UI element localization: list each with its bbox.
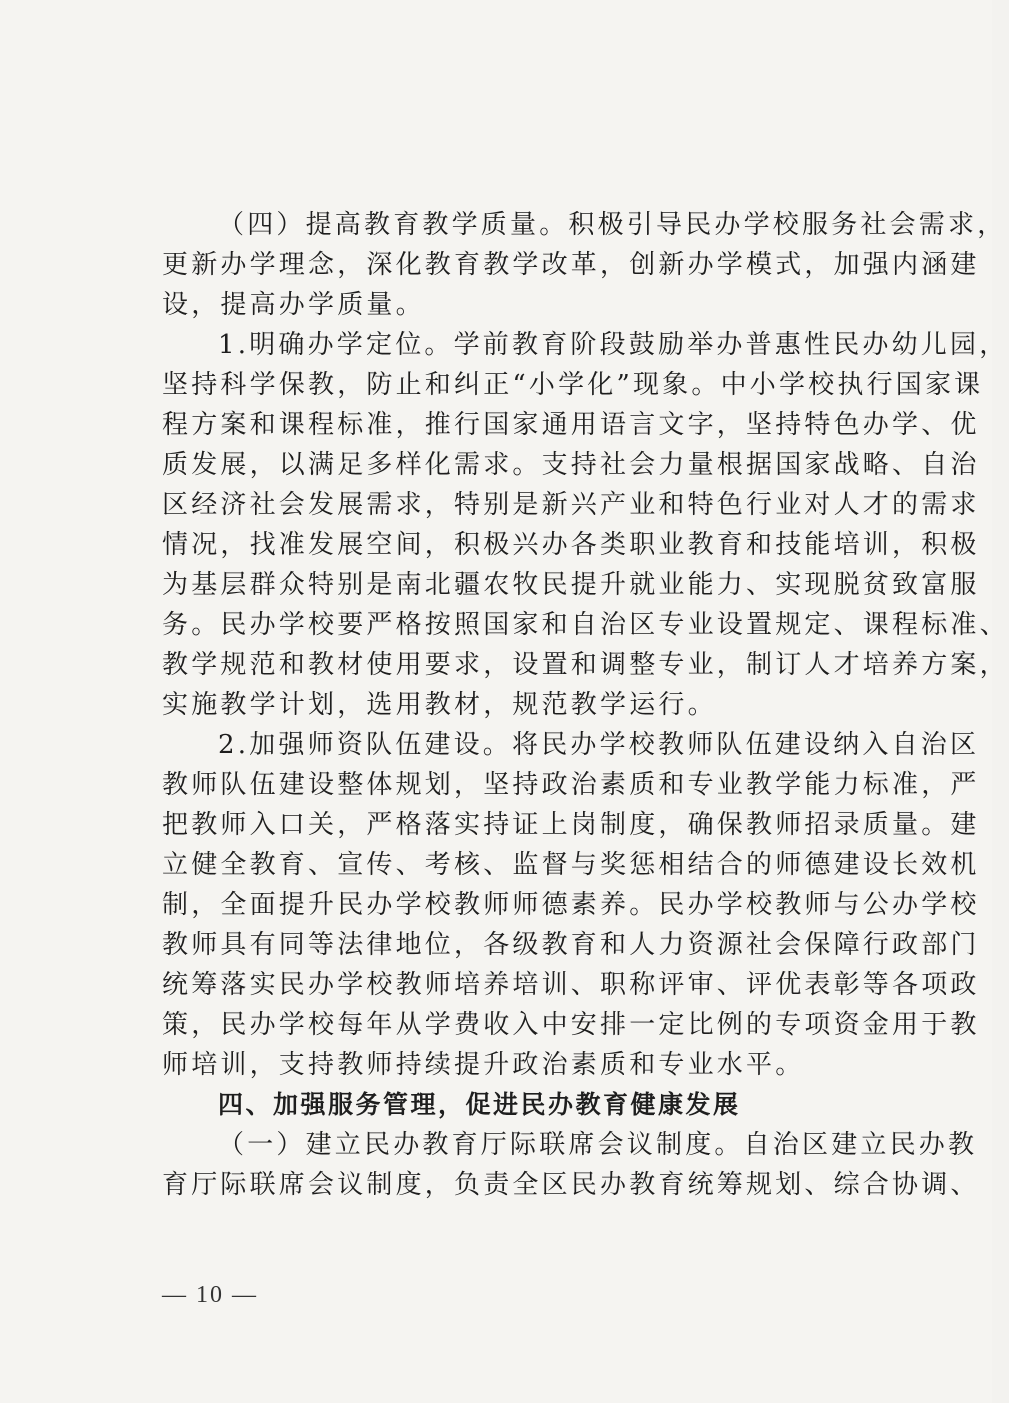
- paragraph-line: 质发展，以满足多样化需求。支持社会力量根据国家战略、自治: [162, 450, 980, 480]
- document-body: [162, 205, 1009, 1205]
- paragraph-line: 统筹落实民办学校教师培养培训、职称评审、评优表彰等各项政: [162, 970, 980, 1000]
- paragraph-line: 师培训，支持教师持续提升政治素质和专业水平。: [162, 1050, 805, 1080]
- paragraph-line: 程方案和课程标准，推行国家通用语言文字，坚持特色办学、优: [162, 410, 980, 440]
- paragraph-line: 坚持科学保教，防止和纠正“小学化”现象。中小学校执行国家课: [162, 370, 984, 400]
- paragraph-line: 2.加强师资队伍建设。将民办学校教师队伍建设纳入自治区: [218, 730, 980, 760]
- paragraph-line: 教学规范和教材使用要求，设置和调整专业，制订人才培养方案，: [162, 650, 1009, 680]
- paragraph-line: 把教师入口关，严格落实持证上岗制度，确保教师招录质量。建: [162, 810, 980, 840]
- paragraph-line: （一）建立民办教育厅际联席会议制度。自治区建立民办教: [218, 1130, 978, 1160]
- paragraph-line: 实施教学计划，选用教材，规范教学运行。: [162, 690, 717, 720]
- paragraph-line: 务。民办学校要严格按照国家和自治区专业设置规定、课程标准、: [162, 610, 1009, 640]
- section-heading: 四、加强服务管理，促进民办教育健康发展: [218, 1090, 741, 1119]
- paragraph-line: 1.明确办学定位。学前教育阶段鼓励举办普惠性民办幼儿园，: [218, 330, 1009, 360]
- paragraph-line: 教师具有同等法律地位，各级教育和人力资源社会保障行政部门: [162, 930, 980, 960]
- paragraph-line: 区经济社会发展需求，特别是新兴产业和特色行业对人才的需求: [162, 490, 980, 520]
- paragraph-line: 立健全教育、宣传、考核、监督与奖惩相结合的师德建设长效机: [162, 850, 980, 880]
- paragraph-line: 策，民办学校每年从学费收入中安排一定比例的专项资金用于教: [162, 1010, 980, 1040]
- paragraph-line: 制，全面提升民办学校教师师德素养。民办学校教师与公办学校: [162, 890, 980, 920]
- paragraph-line: 更新办学理念，深化教育教学改革，创新办学模式，加强内涵建: [162, 250, 980, 280]
- paragraph-line: 育厅际联席会议制度，负责全区民办教育统筹规划、综合协调、: [162, 1170, 980, 1200]
- page-number: — 10 —: [162, 1282, 258, 1308]
- paragraph-line: 设，提高办学质量。: [162, 290, 425, 320]
- paragraph-line: （四）提高教育教学质量。积极引导民办学校服务社会需求，: [218, 210, 1007, 240]
- paragraph-line: 为基层群众特别是南北疆农牧民提升就业能力、实现脱贫致富服: [162, 570, 980, 600]
- paragraph-line: 教师队伍建设整体规划，坚持政治素质和专业教学能力标准，严: [162, 770, 980, 800]
- paragraph-line: 情况，找准发展空间，积极兴办各类职业教育和技能培训，积极: [162, 530, 980, 560]
